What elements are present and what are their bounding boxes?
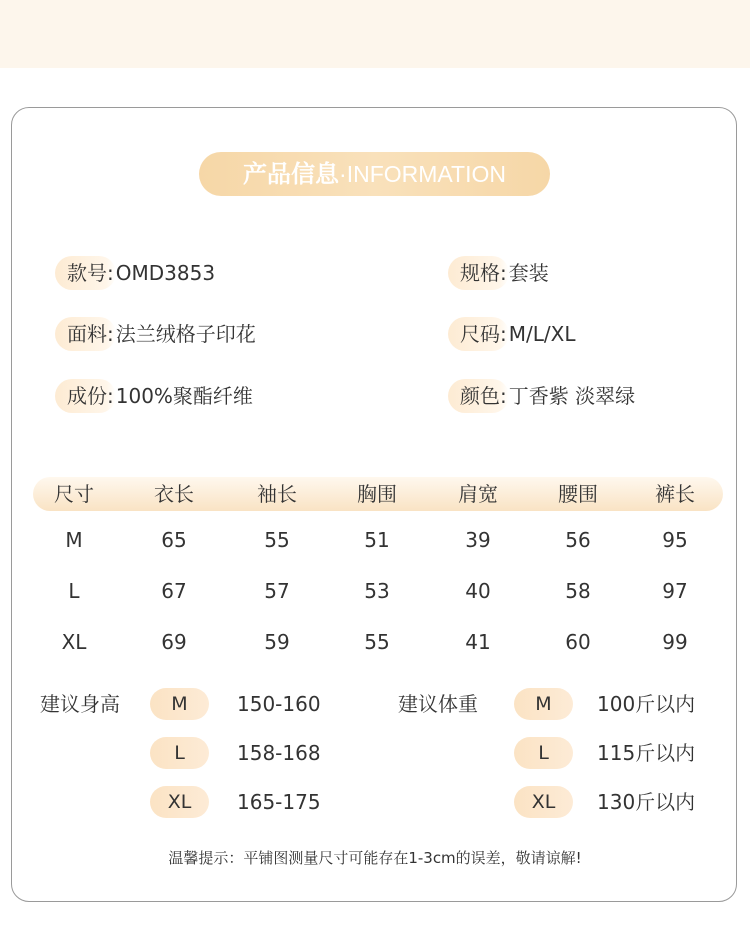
size-table-cell: 39	[465, 528, 491, 552]
size-table-cell: 55	[264, 528, 290, 552]
top-banner-band	[0, 0, 750, 68]
size-table-cell: 56	[565, 528, 591, 552]
size-table-cell: 99	[662, 630, 688, 654]
info-style-number	[55, 255, 215, 291]
size-table-cell: 60	[565, 630, 591, 654]
info-value: 100%聚酯纤维	[115, 384, 253, 408]
size-table-header: 尺寸	[54, 482, 94, 506]
size-table-cell: L	[68, 579, 80, 603]
size-table-cell: 51	[364, 528, 390, 552]
info-composition	[55, 378, 253, 414]
info-label: 颜色:	[448, 379, 509, 413]
info-fabric	[55, 316, 256, 352]
size-table-cell: 95	[662, 528, 688, 552]
size-table-cell: M	[65, 528, 83, 552]
size-table-header: 裤长	[655, 482, 695, 506]
info-value: 法兰绒格子印花	[115, 322, 256, 346]
size-table-cell: 53	[364, 579, 390, 603]
size-table-cell: 57	[264, 579, 290, 603]
size-table-cell: 41	[465, 630, 491, 654]
size-table-cell: 55	[364, 630, 390, 654]
size-table-header: 腰围	[558, 482, 598, 506]
size-table-cell: XL	[61, 630, 87, 654]
weight-value: 130斤以内	[597, 790, 696, 814]
size-table-header: 衣长	[154, 482, 194, 506]
info-color	[448, 378, 635, 414]
section-title-separator: ·	[339, 161, 347, 187]
height-value: 165-175	[237, 790, 321, 814]
size-table-cell: 58	[565, 579, 591, 603]
info-value: 丁香紫 淡翠绿	[508, 384, 636, 408]
size-table-cell: 65	[161, 528, 187, 552]
section-title-pill	[199, 152, 550, 196]
section-title-en: INFORMATION	[346, 161, 506, 187]
info-value: M/L/XL	[508, 322, 576, 346]
height-value: 150-160	[237, 692, 321, 716]
size-table-cell: 59	[264, 630, 290, 654]
info-label: 尺码:	[448, 317, 509, 351]
size-table-cell: 69	[161, 630, 187, 654]
weight-value: 100斤以内	[597, 692, 696, 716]
weight-size-badge: M	[514, 688, 573, 720]
info-value: 套装	[508, 261, 549, 285]
size-table-header: 袖长	[257, 482, 297, 506]
size-table-cell: 67	[161, 579, 187, 603]
weight-value: 115斤以内	[597, 741, 696, 765]
info-label: 面料:	[55, 317, 116, 351]
measurement-note: 温馨提示：平铺图测量尺寸可能存在1-3cm的误差，敬请谅解!	[168, 849, 582, 867]
size-table-cell: 97	[662, 579, 688, 603]
height-size-badge: XL	[150, 786, 209, 818]
height-label: 建议身高	[40, 692, 120, 716]
info-label: 规格:	[448, 256, 509, 290]
height-value: 158-168	[237, 741, 321, 765]
weight-size-badge: L	[514, 737, 573, 769]
section-title-zh: 产品信息	[243, 160, 340, 188]
size-table-cell: 40	[465, 579, 491, 603]
height-size-badge: L	[150, 737, 209, 769]
info-sizes	[448, 316, 575, 352]
info-spec	[448, 255, 549, 291]
height-size-badge: M	[150, 688, 209, 720]
size-table-header: 胸围	[357, 482, 397, 506]
weight-label: 建议体重	[398, 692, 478, 716]
size-table-header: 肩宽	[458, 482, 498, 506]
info-label: 款号:	[55, 256, 116, 290]
info-value: OMD3853	[115, 261, 216, 285]
weight-size-badge: XL	[514, 786, 573, 818]
info-label: 成份:	[55, 379, 116, 413]
